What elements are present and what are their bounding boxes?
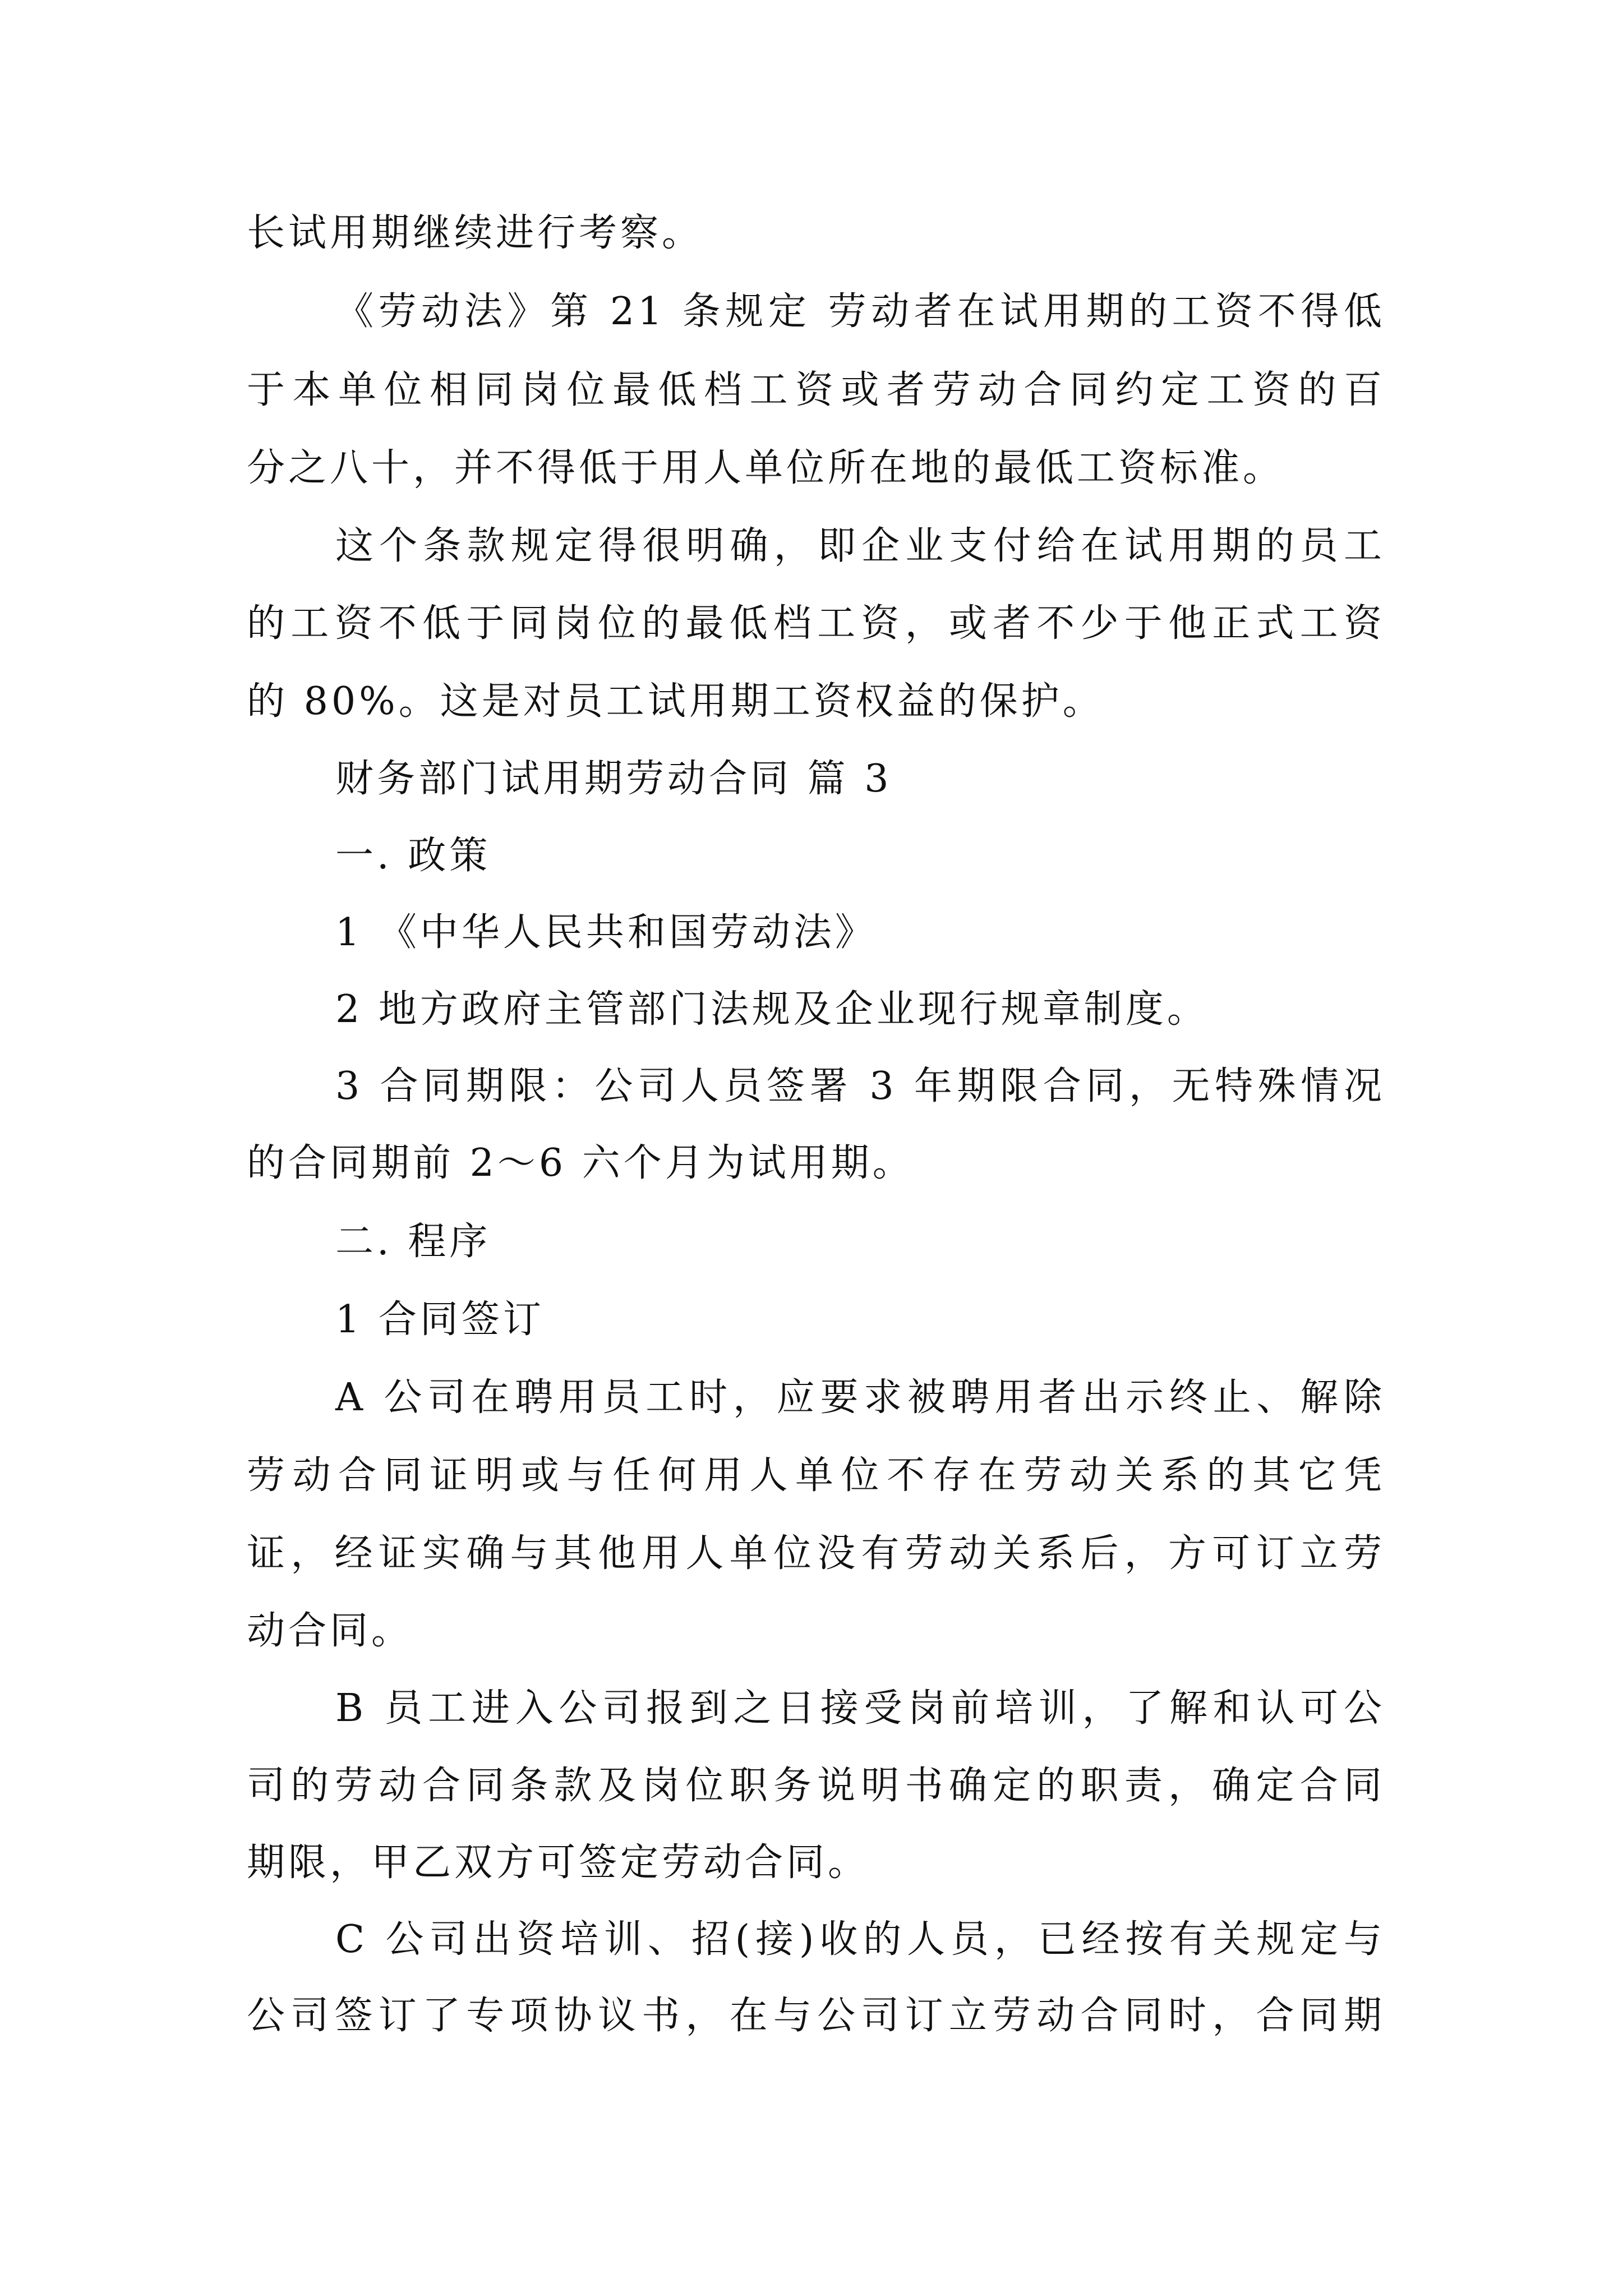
text-line: 2 地方政府主管部门法规及企业现行规章制度。: [335, 987, 1209, 1032]
text-line: 1 合同签订: [335, 1297, 545, 1342]
text-line: A 公司在聘用员工时，应要求被聘用者出示终止、解除: [335, 1375, 1385, 1420]
text-line: 的合同期前 2～6 六个月为试用期。: [247, 1141, 914, 1185]
text-line: 《劳动法》第 21 条规定 劳动者在试用期的工资不得低: [335, 289, 1385, 334]
text-line: 3 合同期限：公司人员签署 3 年期限合同，无特殊情况: [335, 1064, 1385, 1108]
text-line: 分之八十，并不得低于用人单位所在地的最低工资标准。: [247, 446, 1285, 490]
text-line: 的工资不低于同岗位的最低档工资，或者不少于他正式工资: [247, 601, 1385, 646]
text-line: C 公司出资培训、招(接)收的人员，已经按有关规定与: [335, 1917, 1385, 1962]
section-heading: 财务部门试用期劳动合同 篇 3: [335, 757, 892, 801]
text-line: 司的劳动合同条款及岗位职务说明书确定的职责，确定合同: [247, 1764, 1385, 1808]
section-heading: 一. 政策: [335, 834, 491, 878]
text-line: 长试用期继续进行考察。: [247, 211, 704, 255]
text-line: 证，经证实确与其他用人单位没有劳动关系后，方可订立劳: [247, 1531, 1385, 1576]
text-line: 1 《中华人民共和国劳动法》: [335, 910, 877, 955]
text-line: 劳动合同证明或与任何用人单位不存在劳动关系的其它凭: [247, 1453, 1385, 1498]
text-line: 于本单位相同岗位最低档工资或者劳动合同约定工资的百: [247, 368, 1385, 412]
text-line: 这个条款规定得很明确，即企业支付给在试用期的员工: [335, 524, 1385, 568]
text-line: 的 80%。这是对员工试用期工资权益的保护。: [247, 679, 1104, 724]
text-line: 公司签订了专项协议书，在与公司订立劳动合同时，合同期: [247, 1994, 1385, 2038]
text-line: 动合同。: [247, 1609, 413, 1653]
text-line: B 员工进入公司报到之日接受岗前培训，了解和认可公: [335, 1686, 1385, 1731]
text-line: 期限，甲乙双方可签定劳动合同。: [247, 1841, 870, 1885]
section-heading: 二. 程序: [335, 1220, 491, 1264]
